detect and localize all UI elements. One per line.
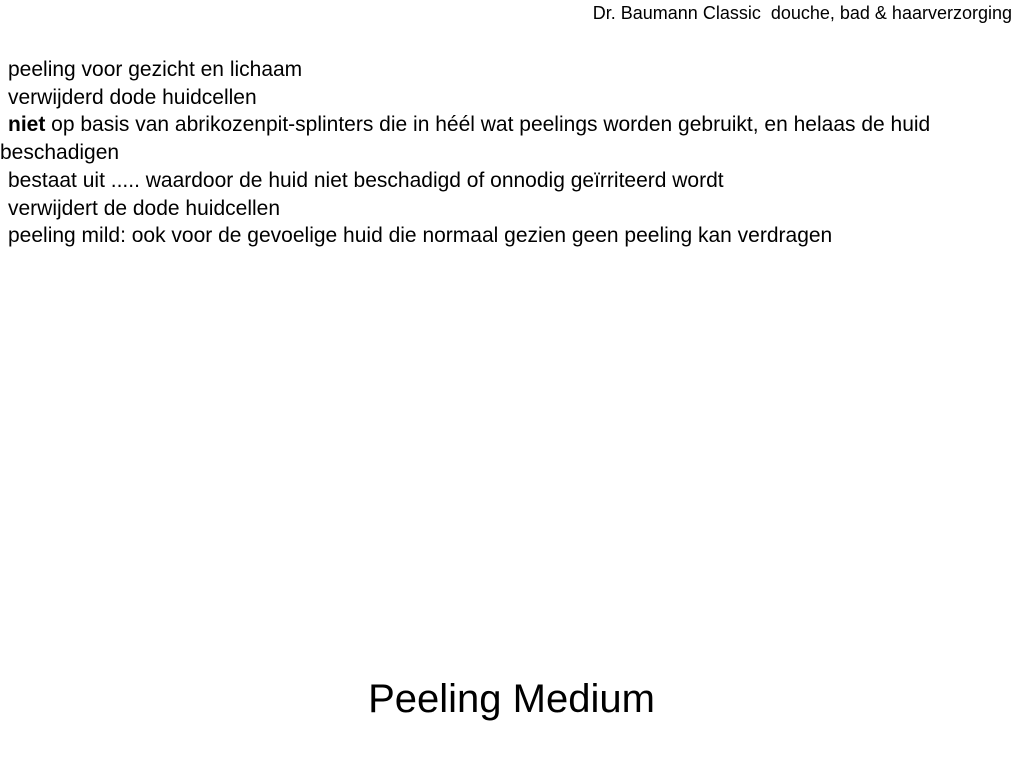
list-item: peeling voor gezicht en lichaam (8, 58, 303, 81)
brand-header: Dr. Baumann Classic douche, bad & haarverzorging (592, 3, 1012, 23)
list-item: verwijdert de dode huidcellen (8, 196, 281, 220)
list-item: verwijderd dode huidcellen (8, 85, 257, 109)
list-item: bestaat uit ..... waardoor de huid niet beschadigd of onnodig geïrriteerd wordt (8, 168, 724, 192)
emphasis-text: niet (8, 113, 46, 137)
list-item: peeling mild: ook voor de gevoelige huid die normaal gezien geen peeling kan verdragen (8, 224, 833, 248)
list-item (0, 111, 1010, 166)
feature-list (0, 56, 1010, 250)
list-item-text: op basis van abrikozenpit-splinters die in héél wat peelings worden gebruikt, en helaas de huid beschadigen (0, 113, 931, 165)
page-title: Peeling Medium (368, 677, 655, 721)
